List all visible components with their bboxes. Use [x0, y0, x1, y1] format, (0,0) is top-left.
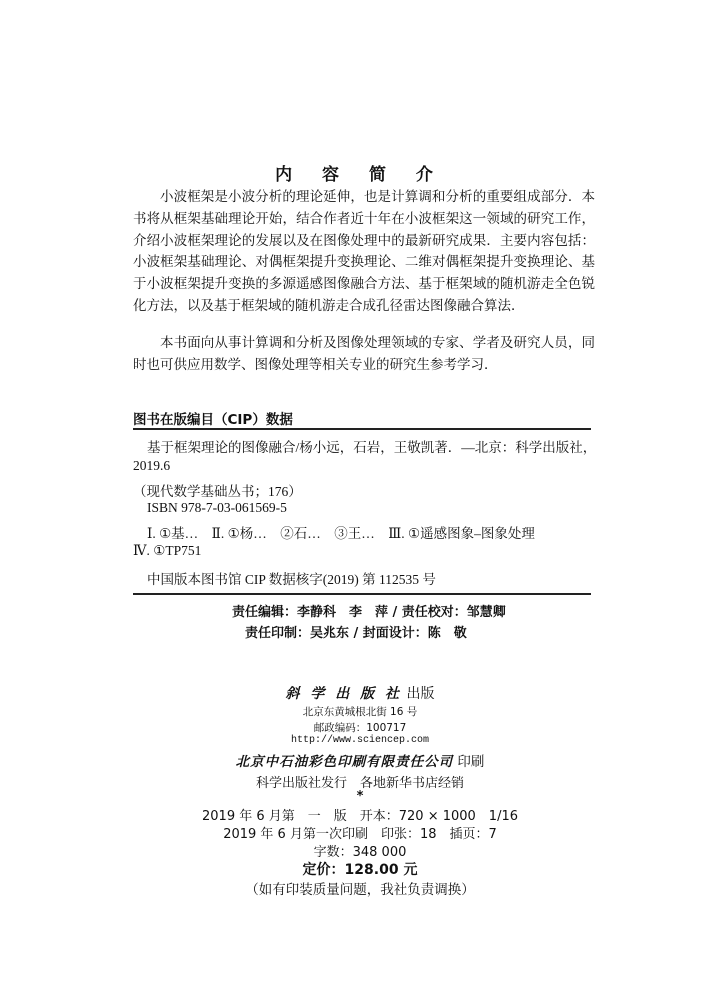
- credits-production: 责任印制：吴兆东 / 封面设计：陈 敬: [245, 626, 467, 641]
- publisher-suffix: 出版: [406, 686, 435, 702]
- cip-title-line-1: 基于框架理论的图像融合/杨小远，石岩，王敬凯著．—北京：科学出版社，: [147, 440, 597, 455]
- printer-name: 北京中石油彩色印刷有限责任公司: [235, 754, 454, 770]
- publisher-line: [0, 683, 720, 703]
- credits-editors: 责任编辑：李静科 李 萍 / 责任校对：邹慧卿: [232, 605, 506, 620]
- distribution-line: 科学出版社发行 各地新华书店经销: [255, 776, 464, 791]
- cip-series: （现代数学基础丛书；176）: [133, 484, 302, 499]
- publisher-name: 斜 学 出 版 社: [285, 686, 403, 702]
- cip-heading: 图书在版编目（CIP）数据: [133, 412, 293, 428]
- cip-top-rule: [133, 428, 591, 430]
- cip-isbn: ISBN 978-7-03-061569-5: [147, 500, 287, 515]
- cip-classification-line-2: Ⅳ. ①TP751: [133, 543, 202, 558]
- publisher-url: http://www.sciencep.com: [290, 735, 430, 746]
- edition-line-2: 2019 年 6 月第一次印刷 印张：18 插页：7: [223, 827, 497, 842]
- publisher-address: 北京东黄城根北街 16 号: [302, 706, 418, 718]
- printer-line: [0, 750, 720, 770]
- cip-bottom-rule: [133, 593, 591, 595]
- edition-line-1: 2019 年 6 月第 一 版 开本：720 × 1000 1/16: [202, 809, 518, 824]
- publisher-postcode: 邮政编码：100717: [313, 722, 407, 734]
- cip-core-data: 中国版本图书馆 CIP 数据核字(2019) 第 112535 号: [147, 572, 436, 587]
- quality-notice: （如有印装质量问题，我社负责调换）: [245, 882, 475, 898]
- summary-paragraph-1: 小波框架是小波分析的理论延伸，也是计算调和分析的重要组成部分．本书将从框架基础理论开始，结合作者近十年在小波框架这一领域的研究工作，介绍小波框架理论的发展以及在图像处理中的最新研究成果．主要内容包括：小波框架基础理论、对偶框架提升变换理论、二维对偶框架提升变换理论、基于小波框架提升变换的多源遥感图像融合方法、基于框架域的随机游走全色锐化方法，以及基于框架域的随机游走合成孔径雷达图像融合算法．: [133, 189, 595, 314]
- cip-title-line-2: 2019.6: [133, 458, 171, 473]
- price: 定价：128.00 元: [302, 862, 418, 878]
- printer-suffix: 印刷: [457, 754, 485, 770]
- word-count: 字数：348 000: [313, 845, 407, 860]
- summary-title: 内 容 简 介: [275, 165, 445, 185]
- summary-paragraph-2: 本书面向从事计算调和分析及图像处理领域的专家、学者及研究人员，同时也可供应用数学、图像处理等相关专业的研究生参考学习．: [133, 335, 595, 373]
- separator-star: *: [356, 789, 364, 804]
- cip-classification-line-1: Ⅰ. ①基… Ⅱ. ①杨… ②石… ③王… Ⅲ. ①遥感图象–图象处理: [147, 526, 535, 541]
